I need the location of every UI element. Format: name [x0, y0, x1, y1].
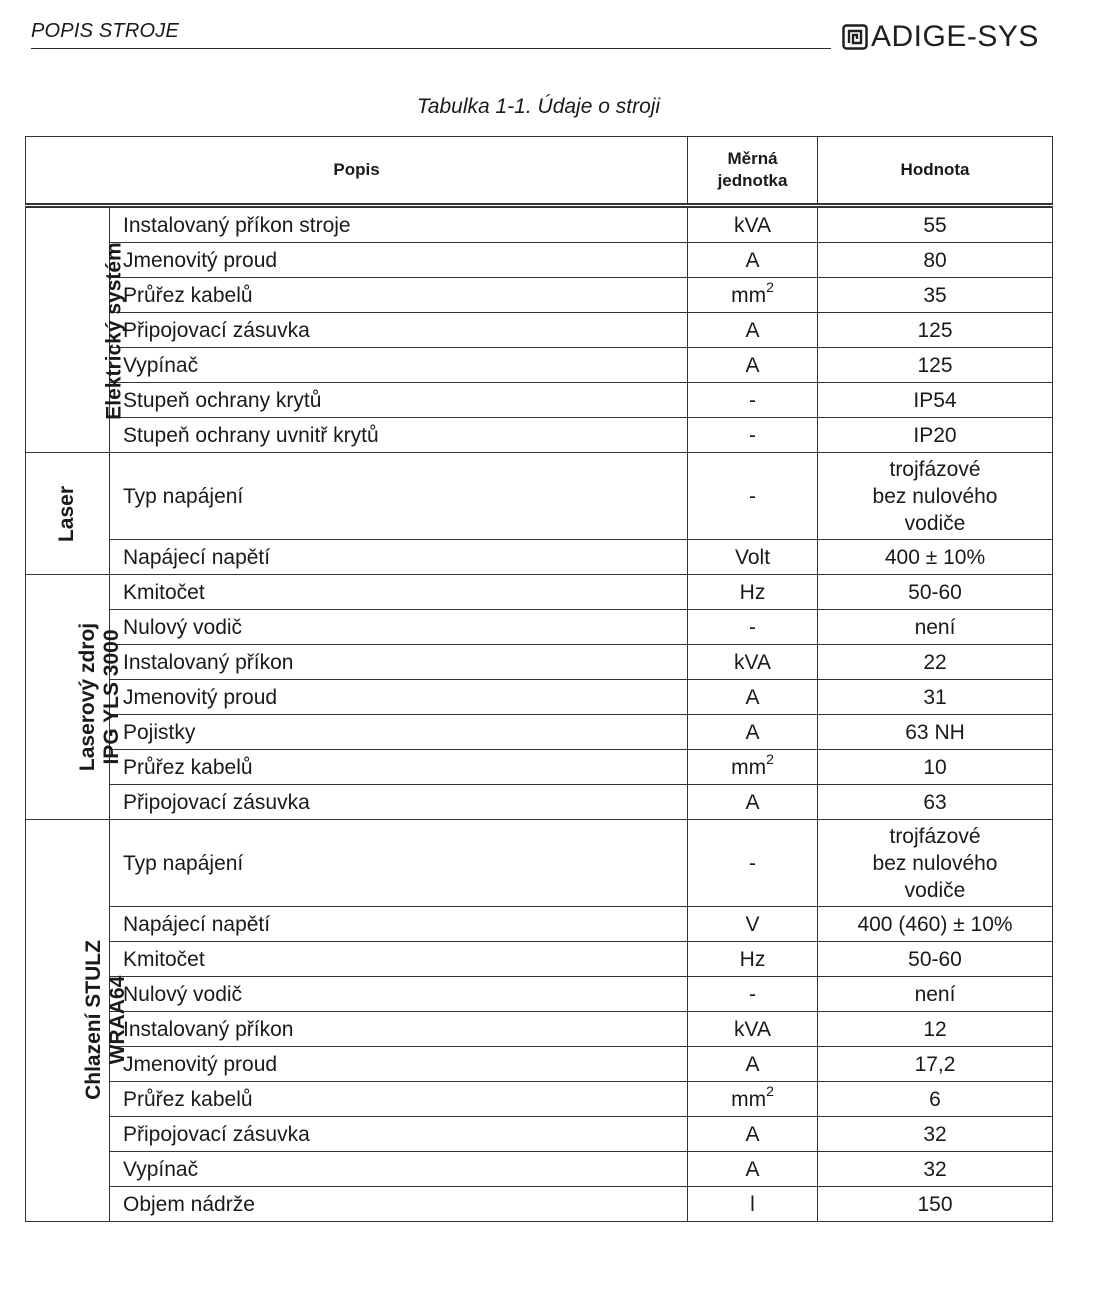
row-unit: A: [688, 348, 818, 383]
row-unit: -: [688, 418, 818, 453]
row-unit: -: [688, 453, 818, 540]
table-row: [26, 942, 1053, 977]
row-unit: A: [688, 1152, 818, 1187]
row-unit: A: [688, 313, 818, 348]
row-unit: -: [688, 977, 818, 1012]
table-row: [26, 750, 1053, 785]
table-row: [26, 206, 1053, 243]
group-label: [26, 820, 129, 1222]
row-description: Stupeň ochrany uvnitř krytů: [110, 418, 688, 453]
table-row: [26, 383, 1053, 418]
row-unit: $mm^2$: [688, 1082, 818, 1117]
row-description: Vypínač: [110, 348, 688, 383]
row-description: Instalovaný příkon: [110, 645, 688, 680]
row-description: Připojovací zásuvka: [110, 313, 688, 348]
row-description: Napájecí napětí: [110, 907, 688, 942]
row-value: 400 (460) ± 10%: [818, 907, 1053, 942]
table-row: [26, 1152, 1053, 1187]
row-value: 6: [818, 1082, 1053, 1117]
row-description: Průřez kabelů: [110, 278, 688, 313]
row-unit: V: [688, 907, 818, 942]
header-rule: [31, 48, 831, 49]
row-value: 12: [818, 1012, 1053, 1047]
row-description: Stupeň ochrany krytů: [110, 383, 688, 418]
row-unit: $mm^2$: [688, 278, 818, 313]
row-value: není: [818, 977, 1053, 1012]
row-unit: -: [688, 820, 818, 907]
row-value: 55: [818, 206, 1053, 243]
table-row: [26, 1117, 1053, 1152]
table-row: [26, 645, 1053, 680]
table-row: [26, 680, 1053, 715]
row-value: 22: [818, 645, 1053, 680]
table-row: [26, 715, 1053, 750]
row-value: 32: [818, 1152, 1053, 1187]
row-description: Průřez kabelů: [110, 750, 688, 785]
row-unit: -: [688, 610, 818, 645]
table-row: [26, 610, 1053, 645]
table-row: [26, 907, 1053, 942]
row-unit: kVA: [688, 1012, 818, 1047]
table-row: [26, 348, 1053, 383]
row-unit: Volt: [688, 540, 818, 575]
group-label-text: Chlazení STULZ WRAA64: [81, 940, 129, 1100]
table-row: [26, 575, 1053, 610]
row-unit: A: [688, 715, 818, 750]
row-value: 150: [818, 1187, 1053, 1222]
row-value: 125: [818, 348, 1053, 383]
column-header-value: Hodnota: [818, 137, 1053, 206]
table-row: [26, 1082, 1053, 1117]
adige-logo-icon: [842, 24, 868, 50]
row-unit: Hz: [688, 942, 818, 977]
row-value: 400 ± 10%: [818, 540, 1053, 575]
row-description: Kmitočet: [110, 575, 688, 610]
row-unit: -: [688, 383, 818, 418]
table-body: [26, 206, 1053, 1222]
group-label: [26, 575, 124, 820]
row-unit: kVA: [688, 206, 818, 243]
row-description: Průřez kabelů: [110, 1082, 688, 1117]
table-caption: Tabulka 1-1. Údaje o stroji: [416, 95, 661, 118]
table-row: [26, 313, 1053, 348]
group-label-text: Elektrický systém: [102, 241, 126, 420]
row-description: Pojistky: [110, 715, 688, 750]
row-value: 63 NH: [818, 715, 1053, 750]
row-description: Objem nádrže: [110, 1187, 688, 1222]
table-row: [26, 418, 1053, 453]
row-description: Připojovací zásuvka: [110, 1117, 688, 1152]
table-row: [26, 977, 1053, 1012]
row-description: Jmenovitý proud: [110, 243, 688, 278]
table-row: [26, 540, 1053, 575]
table-row: [26, 453, 1053, 540]
row-unit: A: [688, 680, 818, 715]
brand-logo: [842, 20, 1039, 54]
table-row: [26, 1012, 1053, 1047]
row-value: 50-60: [818, 942, 1053, 977]
column-header-description: Popis: [26, 137, 688, 206]
row-description: Jmenovitý proud: [110, 1047, 688, 1082]
group-label-text: Laser: [55, 485, 79, 543]
row-value: IP20: [818, 418, 1053, 453]
row-description: Nulový vodič: [110, 610, 688, 645]
row-description: Nulový vodič: [110, 977, 688, 1012]
table-row: [26, 243, 1053, 278]
row-description: Instalovaný příkon: [110, 1012, 688, 1047]
row-unit: A: [688, 1117, 818, 1152]
table-row: [26, 278, 1053, 313]
machine-data-table: [25, 136, 1053, 1222]
table-row: [26, 785, 1053, 820]
table-header-row: [26, 137, 1053, 206]
row-unit: l: [688, 1187, 818, 1222]
row-description: Vypínač: [110, 1152, 688, 1187]
row-value: 31: [818, 680, 1053, 715]
row-value: 63: [818, 785, 1053, 820]
row-description: Kmitočet: [110, 942, 688, 977]
row-value: 35: [818, 278, 1053, 313]
row-value: 17,2: [818, 1047, 1053, 1082]
row-value: trojfázové bez nulového vodiče: [818, 820, 1053, 907]
row-value: 10: [818, 750, 1053, 785]
column-header-unit: Měrná jednotka: [688, 137, 818, 206]
group-label-text: Laserový zdroj IPG YLS 3000: [76, 622, 124, 771]
table-row: [26, 1047, 1053, 1082]
row-value: není: [818, 610, 1053, 645]
row-unit: A: [688, 1047, 818, 1082]
table-row: [26, 1187, 1053, 1222]
row-value: 80: [818, 243, 1053, 278]
section-title: POPIS STROJE: [31, 20, 179, 42]
row-value: trojfázové bez nulového vodiče: [818, 453, 1053, 540]
table-row: [26, 820, 1053, 907]
group-label: [26, 206, 126, 453]
row-description: Typ napájení: [110, 820, 688, 907]
group-label: [26, 453, 110, 575]
row-unit: Hz: [688, 575, 818, 610]
row-description: Typ napájení: [110, 453, 688, 540]
row-unit: $mm^2$: [688, 750, 818, 785]
row-description: Instalovaný příkon stroje: [110, 206, 688, 243]
row-value: 50-60: [818, 575, 1053, 610]
row-unit: A: [688, 243, 818, 278]
brand-name: ADIGE-SYS: [871, 20, 1039, 53]
row-unit: kVA: [688, 645, 818, 680]
row-value: 32: [818, 1117, 1053, 1152]
row-value: 125: [818, 313, 1053, 348]
row-description: Napájecí napětí: [110, 540, 688, 575]
row-description: Jmenovitý proud: [110, 680, 688, 715]
row-description: Připojovací zásuvka: [110, 785, 688, 820]
row-unit: A: [688, 785, 818, 820]
row-value: IP54: [818, 383, 1053, 418]
